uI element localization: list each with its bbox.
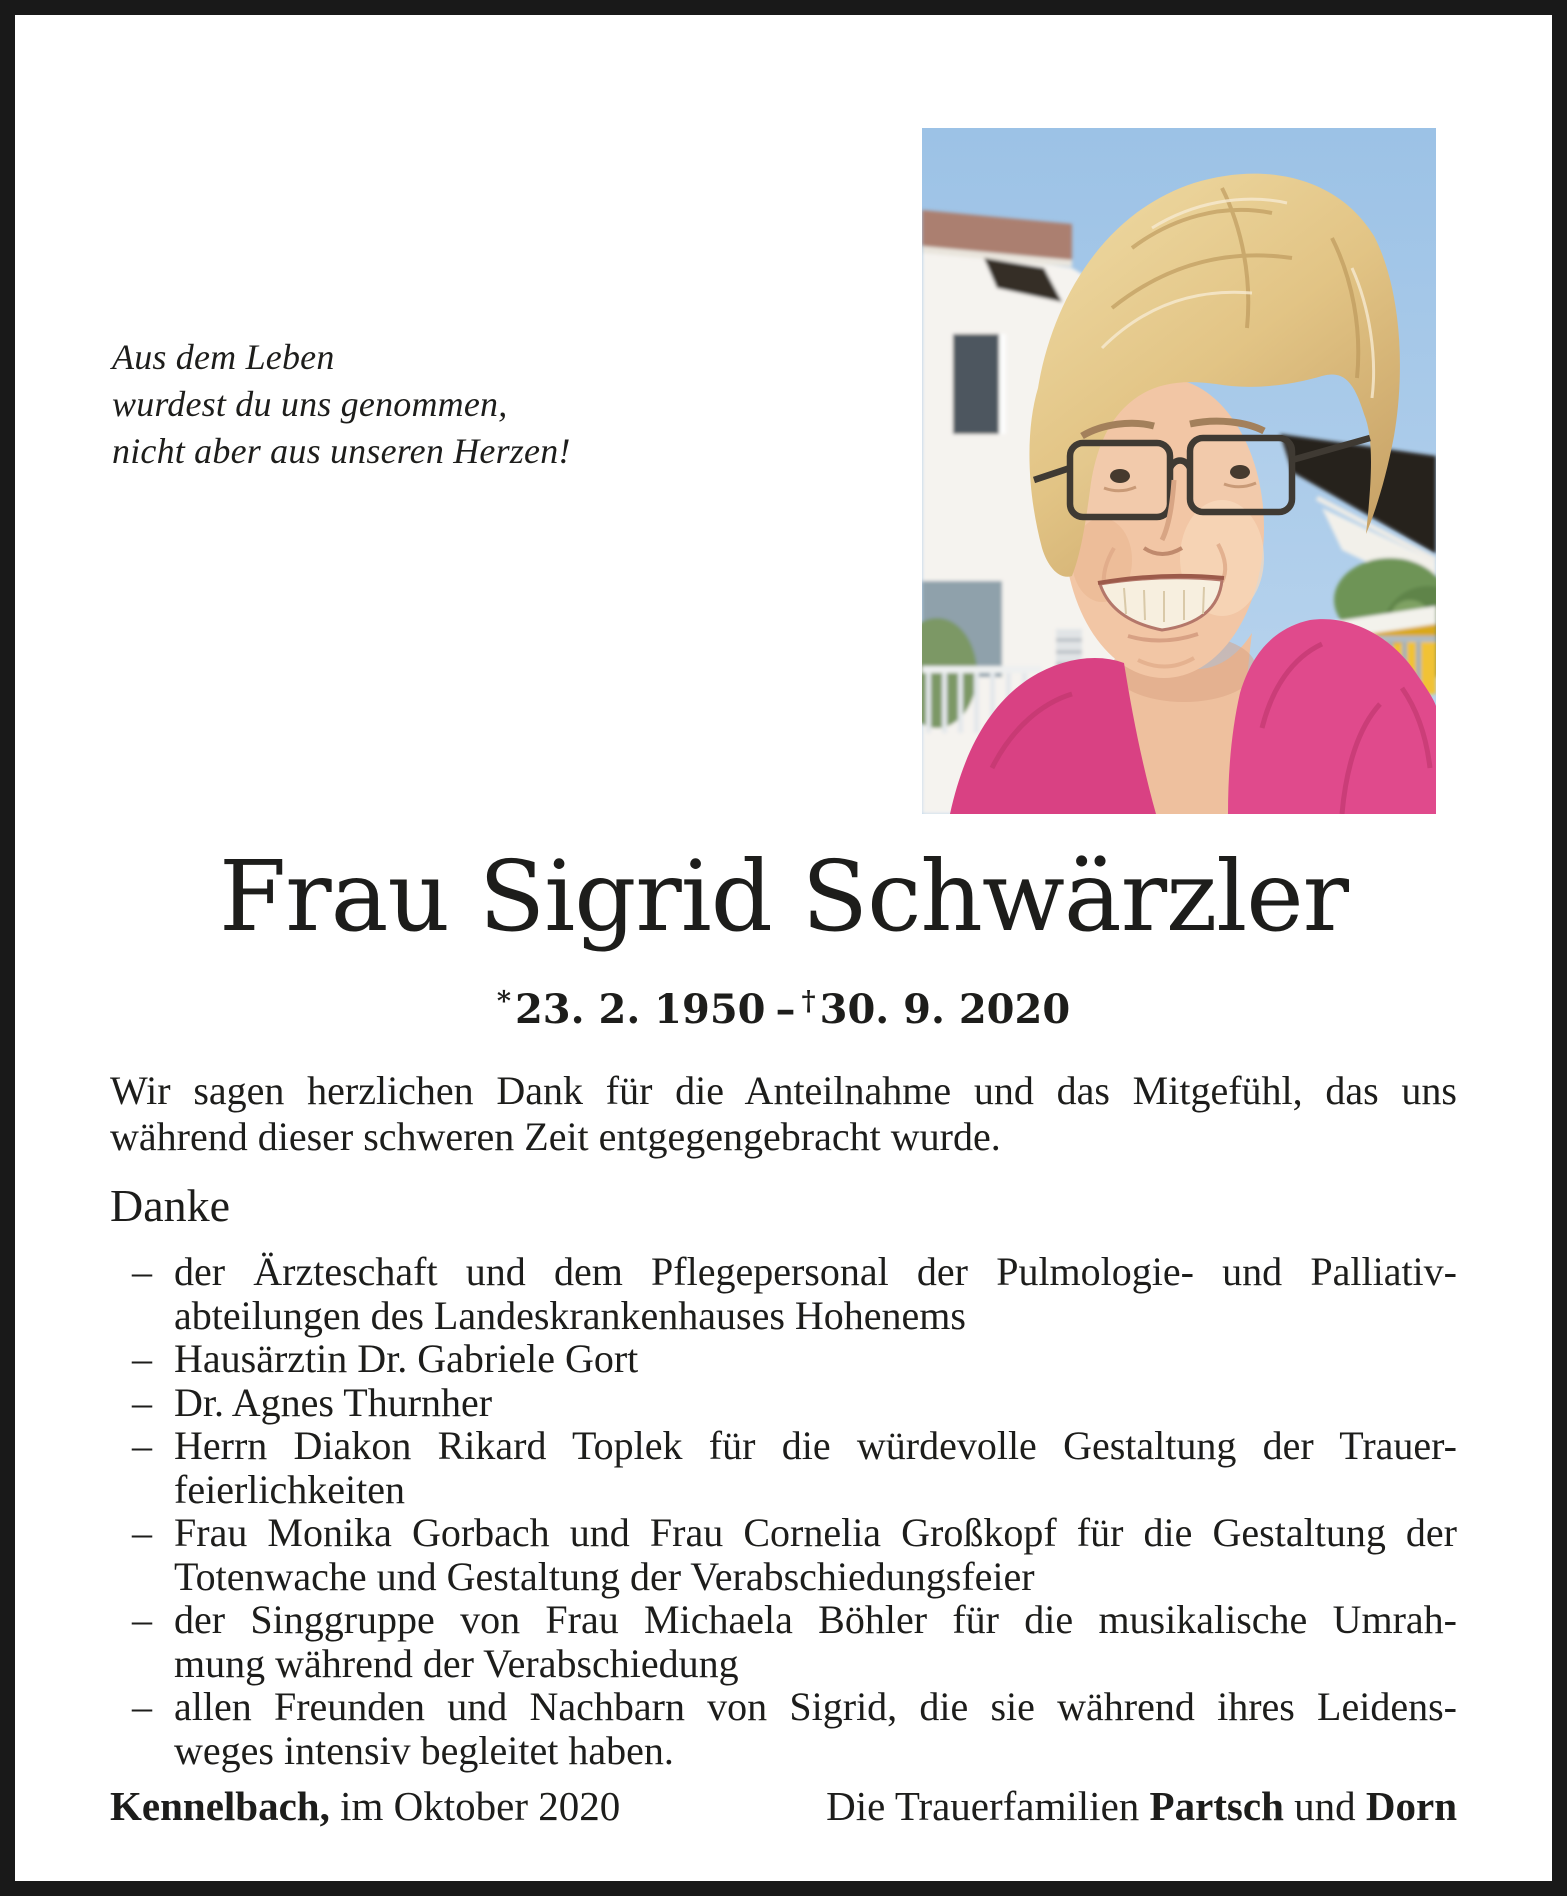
list-item <box>110 1424 1457 1511</box>
footer <box>110 1782 1457 1830</box>
text-line: weges intensiv begleitet haben. <box>174 1727 674 1773</box>
portrait-photo <box>922 128 1436 814</box>
footer-date: im Oktober 2020 <box>340 1783 621 1829</box>
list-item <box>110 1337 1457 1381</box>
text-line: Totenwache und Gestaltung der Verabschiedungsfeier <box>174 1553 1035 1599</box>
footer-families <box>826 1782 1457 1830</box>
text-line: Hausärztin Dr. Gabriele Gort <box>174 1336 639 1381</box>
text-line: nicht aber aus unseren Herzen! <box>112 431 571 471</box>
text-line: Aus dem Leben <box>112 337 335 377</box>
life-dates <box>0 986 1567 1033</box>
text-line: abteilungen des Landeskrankenhauses Hohenems <box>174 1292 966 1338</box>
text-line: der Singgruppe von Frau Michaela Böhler für die musikalische Umrah- <box>174 1597 1457 1642</box>
list-item <box>110 1598 1457 1685</box>
list-item <box>110 1250 1457 1337</box>
birth-date: 23. 2. 1950 <box>514 986 766 1033</box>
family-name-2: Dorn <box>1365 1783 1457 1829</box>
epigraph-quote <box>112 334 571 475</box>
thanks-list <box>110 1250 1457 1772</box>
text-line: wurdest du uns genommen, <box>112 384 508 424</box>
footer-place: Kennelbach, <box>110 1783 330 1829</box>
list-item-dash: – <box>132 1510 152 1555</box>
list-item-dash: – <box>132 1379 152 1425</box>
thanks-intro <box>110 1068 1457 1160</box>
list-item <box>110 1511 1457 1598</box>
list-item-dash: – <box>132 1249 152 1294</box>
footer-place-date <box>110 1782 620 1830</box>
text-line: Herrn Diakon Rikard Toplek für die würdevolle Gestaltung der Trauer- <box>174 1423 1457 1468</box>
text-line: mung während der Verabschiedung <box>174 1640 739 1686</box>
list-item-dash: – <box>132 1423 152 1468</box>
list-item-dash: – <box>132 1336 152 1381</box>
text-line: während dieser schweren Zeit entgegengebracht wurde. <box>110 1114 1001 1159</box>
families-prefix: Die Trauerfamilien <box>826 1783 1140 1829</box>
portrait-photo-illustration <box>922 128 1436 814</box>
list-item <box>110 1685 1457 1772</box>
death-date: 30. 9. 2020 <box>819 986 1071 1033</box>
text-line: Dr. Agnes Thurnher <box>174 1379 493 1425</box>
text-line: allen Freunden und Nachbarn von Sigrid, die sie während ihres Leidens- <box>174 1684 1457 1729</box>
birth-symbol: * <box>496 986 511 1017</box>
death-symbol: † <box>801 986 816 1017</box>
list-item-dash: – <box>132 1684 152 1729</box>
text-line: Wir sagen herzlichen Dank für die Anteilnahme und das Mitgefühl, das uns <box>110 1068 1457 1113</box>
text-line: Frau Monika Gorbach und Frau Cornelia Großkopf für die Gestaltung der <box>174 1510 1457 1555</box>
deceased-name: Frau Sigrid Schwärzler <box>218 840 1349 953</box>
list-item-dash: – <box>132 1597 152 1642</box>
thanks-heading: Danke <box>110 1180 231 1231</box>
text-line: der Ärzteschaft und dem Pflegepersonal der Pulmologie- und Palliativ- <box>174 1249 1457 1294</box>
family-name-1: Partsch <box>1149 1783 1284 1829</box>
text-line: feierlichkeiten <box>174 1466 405 1512</box>
dates-separator: – <box>775 986 796 1033</box>
list-item <box>110 1381 1457 1425</box>
families-conjunction: und <box>1294 1783 1356 1829</box>
